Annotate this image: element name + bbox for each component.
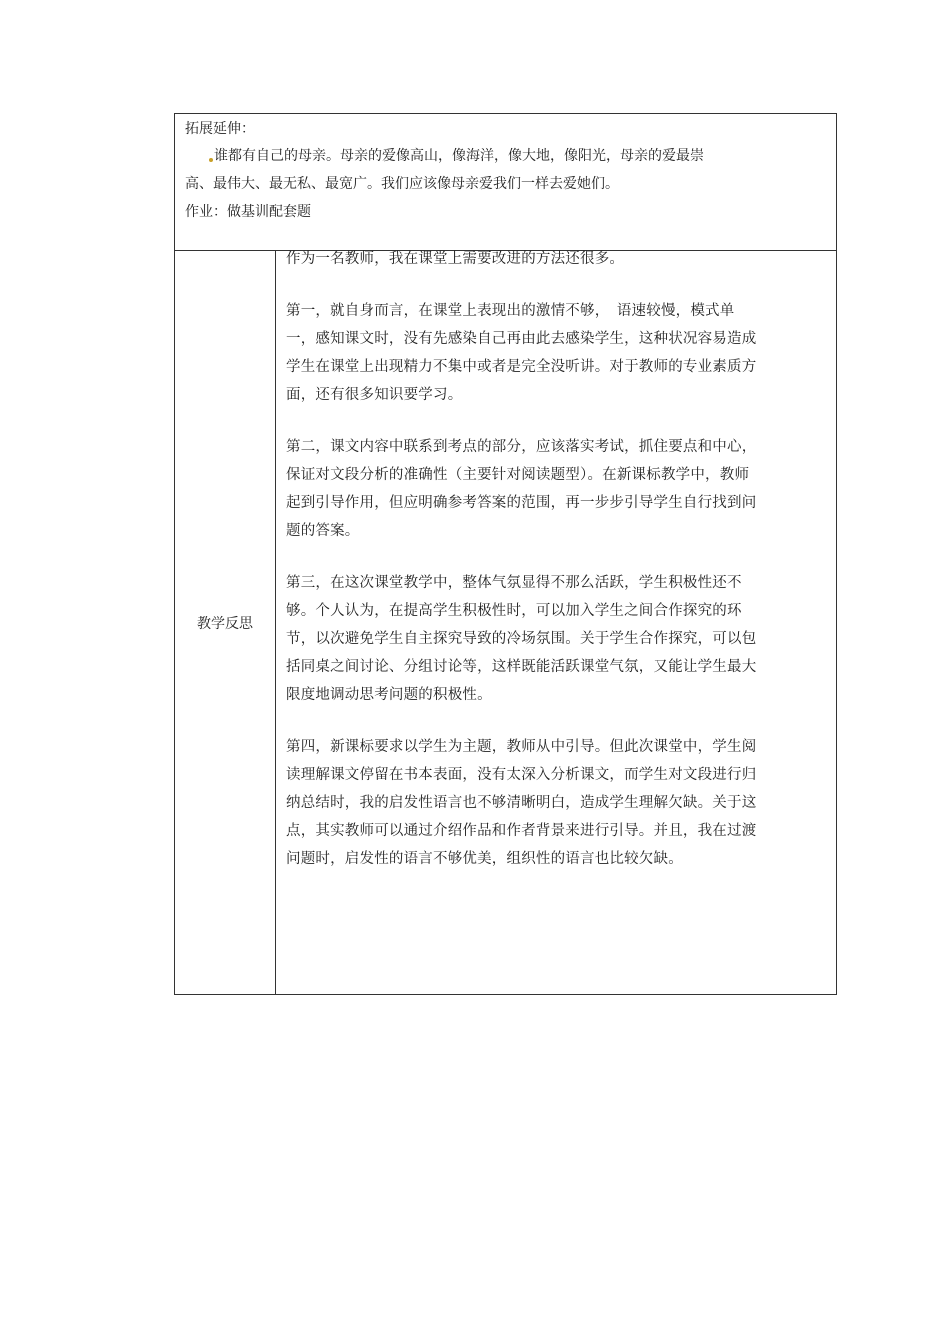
paragraph-line: 够。个人认为，在提高学生积极性时，可以加入学生之间合作探究的环	[286, 603, 742, 619]
homework-line: 作业：做基训配套题	[185, 204, 311, 220]
paragraph-line: 面，还有很多知识要学习。	[286, 387, 463, 403]
paragraph-line: 保证对文段分析的准确性（主要针对阅读题型）。在新课标教学中，教师	[286, 467, 750, 483]
paragraph-line: 问题时，启发性的语言不够优美，组织性的语言也比较欠缺。	[286, 851, 683, 867]
paragraph-line: 学生在课堂上出现精力不集中或者是完全没听讲。对于教师的专业素质方	[286, 359, 757, 375]
mark-dot	[209, 158, 213, 162]
extension-cell	[175, 114, 836, 251]
reflection-intro: 作为一名教师，我在课堂上需要改进的方法还很多。	[286, 251, 625, 267]
paragraph-line: 第二，课文内容中联系到考点的部分，应该落实考试，抓住要点和中心，	[286, 439, 757, 455]
reflection-paragraph-4	[286, 733, 828, 873]
paragraph-line: 第一，就自身而言，在课堂上表现出的激情不够， 语速较慢，模式单	[286, 303, 735, 319]
reflection-label-cell	[175, 251, 276, 994]
reflection-paragraph-1	[286, 297, 828, 409]
extension-line: 高、最伟大、最无私、最宽广。我们应该像母亲爱我们一样去爱她们。	[185, 176, 619, 192]
paragraph-line: 点，其实教师可以通过介绍作品和作者背景来进行引导。并且，我在过渡	[286, 823, 757, 839]
reflection-paragraph-2	[286, 433, 828, 545]
extension-heading: 拓展延伸：	[185, 121, 255, 137]
lesson-table	[174, 113, 837, 995]
reflection-paragraph-3	[286, 569, 828, 709]
paragraph-line: 限度地调动思考问题的积极性。	[286, 687, 492, 703]
paragraph-line: 读理解课文停留在书本表面，没有太深入分析课文，而学生对文段进行归	[286, 767, 757, 783]
paragraph-line: 节，以次避免学生自主探究导致的冷场氛围。关于学生合作探究，可以包	[286, 631, 757, 647]
extension-line: 谁都有自己的母亲。母亲的爱像高山，像海洋，像大地，像阳光，母亲的爱最崇	[185, 142, 828, 170]
paragraph-line: 起到引导作用，但应明确参考答案的范围，再一步步引导学生自行找到问	[286, 495, 757, 511]
paragraph-line: 第四，新课标要求以学生为主题，教师从中引导。但此次课堂中，学生阅	[286, 739, 757, 755]
paragraph-line: 题的答案。	[286, 523, 360, 539]
reflection-label: 教学反思	[197, 615, 253, 632]
paragraph-line: 第三，在这次课堂教学中，整体气氛显得不那么活跃，学生积极性还不	[286, 575, 742, 591]
paragraph-line: 括同桌之间讨论、分组讨论等，这样既能活跃课堂气氛，又能让学生最大	[286, 659, 757, 675]
reflection-content-cell	[276, 251, 836, 994]
paragraph-line: 纳总结时，我的启发性语言也不够清晰明白，造成学生理解欠缺。关于这	[286, 795, 757, 811]
paragraph-line: 一，感知课文时，没有先感染自己再由此去感染学生，这种状况容易造成	[286, 331, 757, 347]
